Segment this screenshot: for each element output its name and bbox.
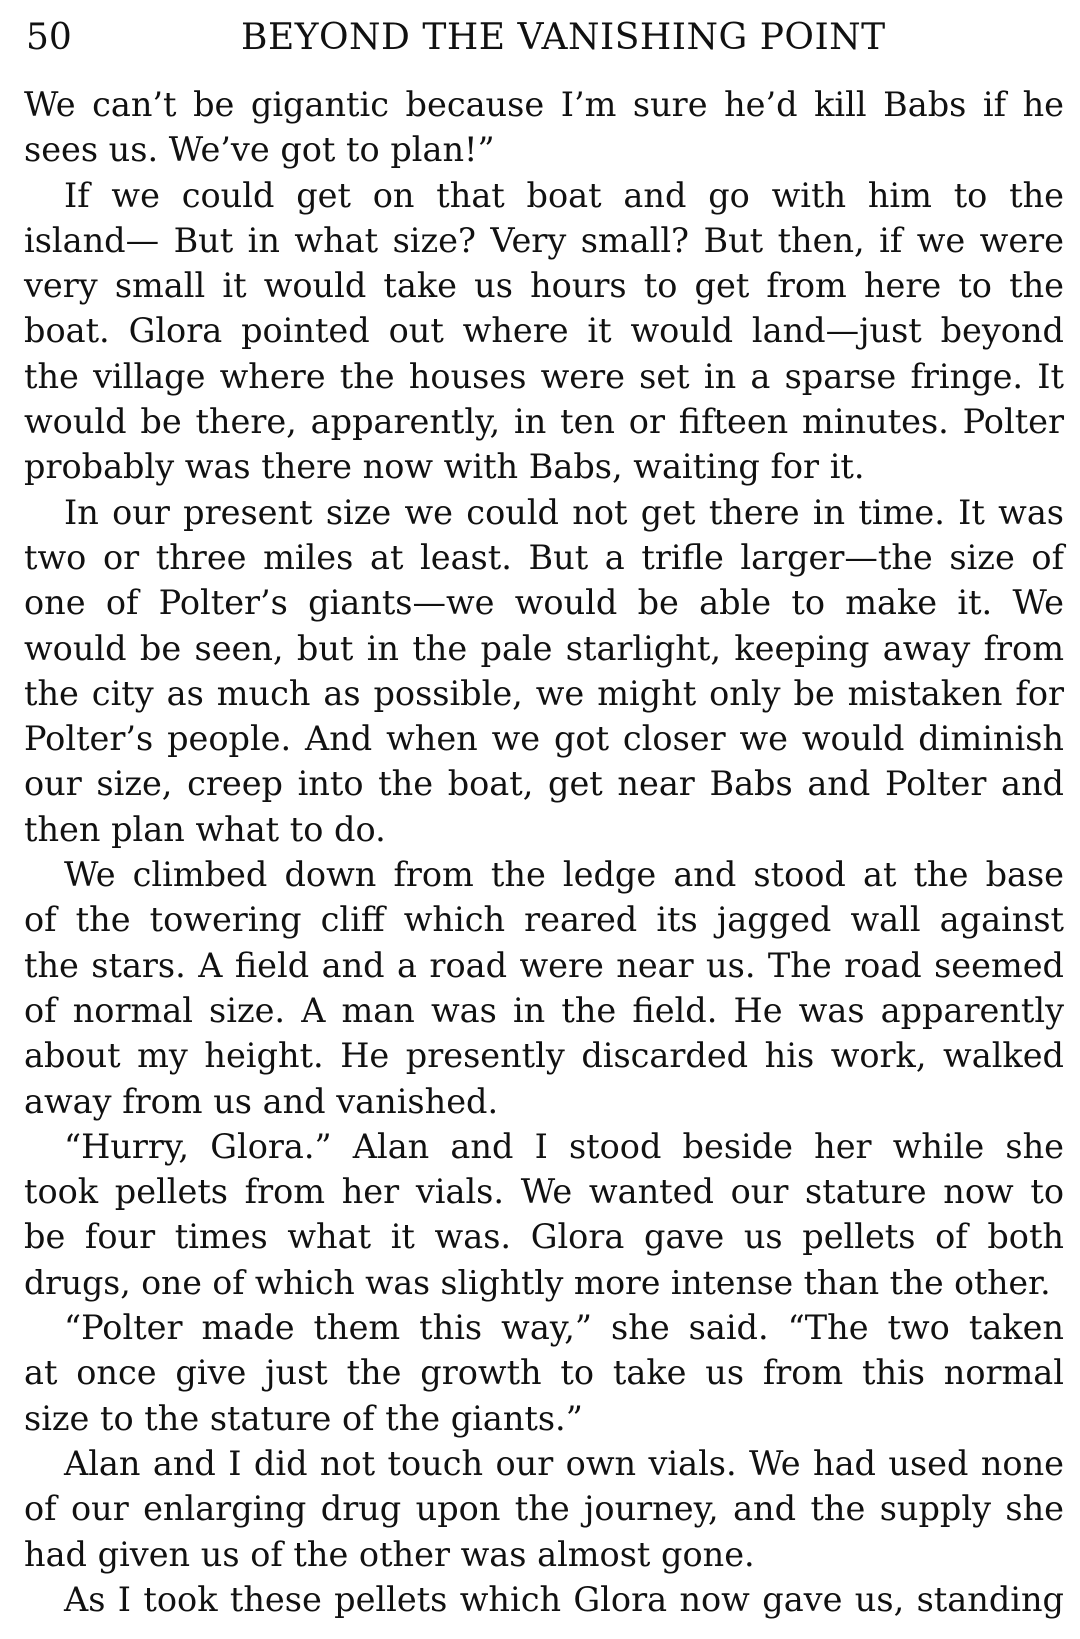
text-line: the stars. A field and a road were near us. The road seemed — [24, 945, 1064, 985]
text-line: drugs, one of which was slightly more intense than the other. — [24, 1262, 1051, 1302]
text-line: our size, creep into the boat, get near Babs and Polter and — [24, 764, 1064, 804]
text-line: We climbed down from the ledge and stood at the base — [64, 855, 1064, 895]
text-line: probably was there now with Babs, waiting for it. — [24, 447, 865, 487]
text-line: about my height. He presently discarded his work, walked — [24, 1036, 1064, 1076]
text-line: had given us of the other was almost gone. — [24, 1534, 755, 1574]
text-line: of the towering cliff which reared its jagged wall against — [24, 900, 1064, 940]
text-line: the village where the houses were set in a sparse fringe. It — [24, 356, 1064, 396]
text-line: Alan and I did not touch our own vials. We had used none — [64, 1443, 1064, 1483]
text-line: of normal size. A man was in the field. He was apparently — [24, 990, 1064, 1030]
text-line: the city as much as possible, we might only be mistaken for — [24, 673, 1064, 713]
text-line: at once give just the growth to take us from this normal — [24, 1353, 1064, 1393]
text-line: took pellets from her vials. We wanted our stature now to — [24, 1172, 1064, 1212]
body-text — [24, 82, 1064, 1622]
running-head — [26, 12, 1056, 64]
text-line: “Hurry, Glora.” Alan and I stood beside her while she — [64, 1126, 1064, 1166]
text-line: very small it would take us hours to get from here to the — [24, 266, 1064, 306]
text-line: then plan what to do. — [24, 809, 386, 849]
text-line: of our enlarging drug upon the journey, and the supply she — [24, 1489, 1064, 1529]
text-line: sees us. We’ve got to plan!” — [24, 130, 495, 170]
text-line: would be there, apparently, in ten or fifteen minutes. Polter — [24, 402, 1064, 442]
text-line: “Polter made them this way,” she said. “The two taken — [64, 1308, 1064, 1348]
text-line: be four times what it was. Glora gave us pellets of both — [24, 1217, 1064, 1257]
text-line: away from us and vanished. — [24, 1081, 499, 1121]
text-line: Polter’s people. And when we got closer we would diminish — [24, 719, 1064, 759]
text-line: one of Polter’s giants—we would be able to make it. We — [24, 583, 1064, 623]
text-line: If we could get on that boat and go with him to the — [64, 175, 1064, 215]
text-line: As I took these pellets which Glora now gave us, standing — [64, 1579, 1064, 1619]
running-title: BEYOND THE VANISHING POINT — [241, 17, 886, 58]
text-line: boat. Glora pointed out where it would land—just beyond — [24, 311, 1064, 351]
text-line: We can’t be gigantic because I’m sure he’d kill Babs if he — [24, 85, 1064, 124]
text-line: island— But in what size? Very small? But then, if we were — [24, 220, 1064, 260]
text-line: size to the stature of the giants.” — [24, 1398, 583, 1438]
text-line: two or three miles at least. But a trifle larger—the size of — [24, 537, 1064, 577]
text-line: In our present size we could not get there in time. It was — [64, 492, 1064, 532]
page-number: 50 — [26, 17, 72, 58]
text-line: would be seen, but in the pale starlight, keeping away from — [24, 628, 1064, 668]
